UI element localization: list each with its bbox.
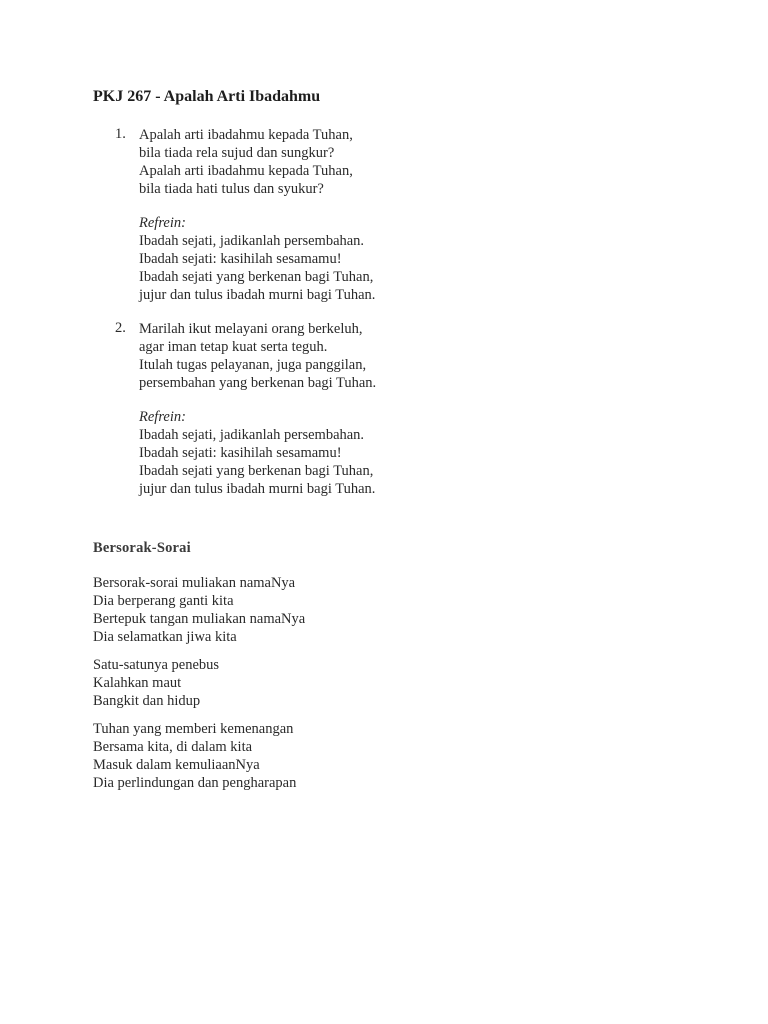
lyric-line: Masuk dalam kemuliaanNya (93, 757, 260, 773)
lyric-line: Tuhan yang memberi kemenangan (93, 721, 294, 737)
lyric-line: Satu-satunya penebus (93, 657, 220, 673)
verse-number: 1. (115, 126, 126, 142)
refrain-line: jujur dan tulus ibadah murni bagi Tuhan. (139, 287, 376, 303)
lyric-line: Marilah ikut melayani orang berkeluh, (139, 321, 363, 337)
lyric-line: Apalah arti ibadahmu kepada Tuhan, (139, 127, 353, 143)
stanza-2 (93, 656, 305, 710)
refrain-line: Ibadah sejati yang berkenan bagi Tuhan, (139, 269, 374, 285)
lyric-line: Bangkit dan hidup (93, 693, 201, 709)
lyric-line: persembahan yang berkenan bagi Tuhan. (139, 375, 377, 391)
verse-number: 2. (115, 320, 126, 336)
verse-2 (93, 320, 693, 498)
refrain-label: Refrein: (139, 215, 186, 231)
verse-list (93, 126, 693, 498)
verse-1 (93, 126, 693, 304)
refrain-label: Refrein: (139, 409, 186, 425)
lyric-line: bila tiada hati tulus dan syukur? (139, 181, 324, 197)
spacer (139, 392, 693, 408)
refrain-line: jujur dan tulus ibadah murni bagi Tuhan. (139, 481, 376, 497)
section-title: Bersorak-Sorai (93, 540, 191, 556)
lyric-line: agar iman tetap kuat serta teguh. (139, 339, 328, 355)
stanza-3 (93, 720, 305, 792)
lyric-line: Dia selamatkan jiwa kita (93, 629, 237, 645)
lyric-line: Dia perlindungan dan pengharapan (93, 775, 297, 791)
lyric-line: bila tiada rela sujud dan sungkur? (139, 145, 335, 161)
lyric-line: Bersorak-sorai muliakan namaNya (93, 575, 296, 591)
stanza-1 (93, 574, 305, 646)
refrain-line: Ibadah sejati: kasihilah sesamamu! (139, 251, 342, 267)
lyric-line: Itulah tugas pelayanan, juga panggilan, (139, 357, 367, 373)
lyric-line: Kalahkan maut (93, 675, 182, 691)
spacer (139, 198, 693, 214)
lyric-line: Bersama kita, di dalam kita (93, 739, 253, 755)
song-2-lyrics (93, 574, 305, 792)
lyric-line: Apalah arti ibadahmu kepada Tuhan, (139, 163, 353, 179)
refrain-line: Ibadah sejati: kasihilah sesamamu! (139, 445, 342, 461)
refrain-line: Ibadah sejati yang berkenan bagi Tuhan, (139, 463, 374, 479)
refrain-line: Ibadah sejati, jadikanlah persembahan. (139, 427, 365, 443)
refrain-line: Ibadah sejati, jadikanlah persembahan. (139, 233, 365, 249)
lyric-line: Dia berperang ganti kita (93, 593, 234, 609)
song-title: PKJ 267 - Apalah Arti Ibadahmu (93, 88, 321, 105)
lyric-line: Bertepuk tangan muliakan namaNya (93, 611, 306, 627)
